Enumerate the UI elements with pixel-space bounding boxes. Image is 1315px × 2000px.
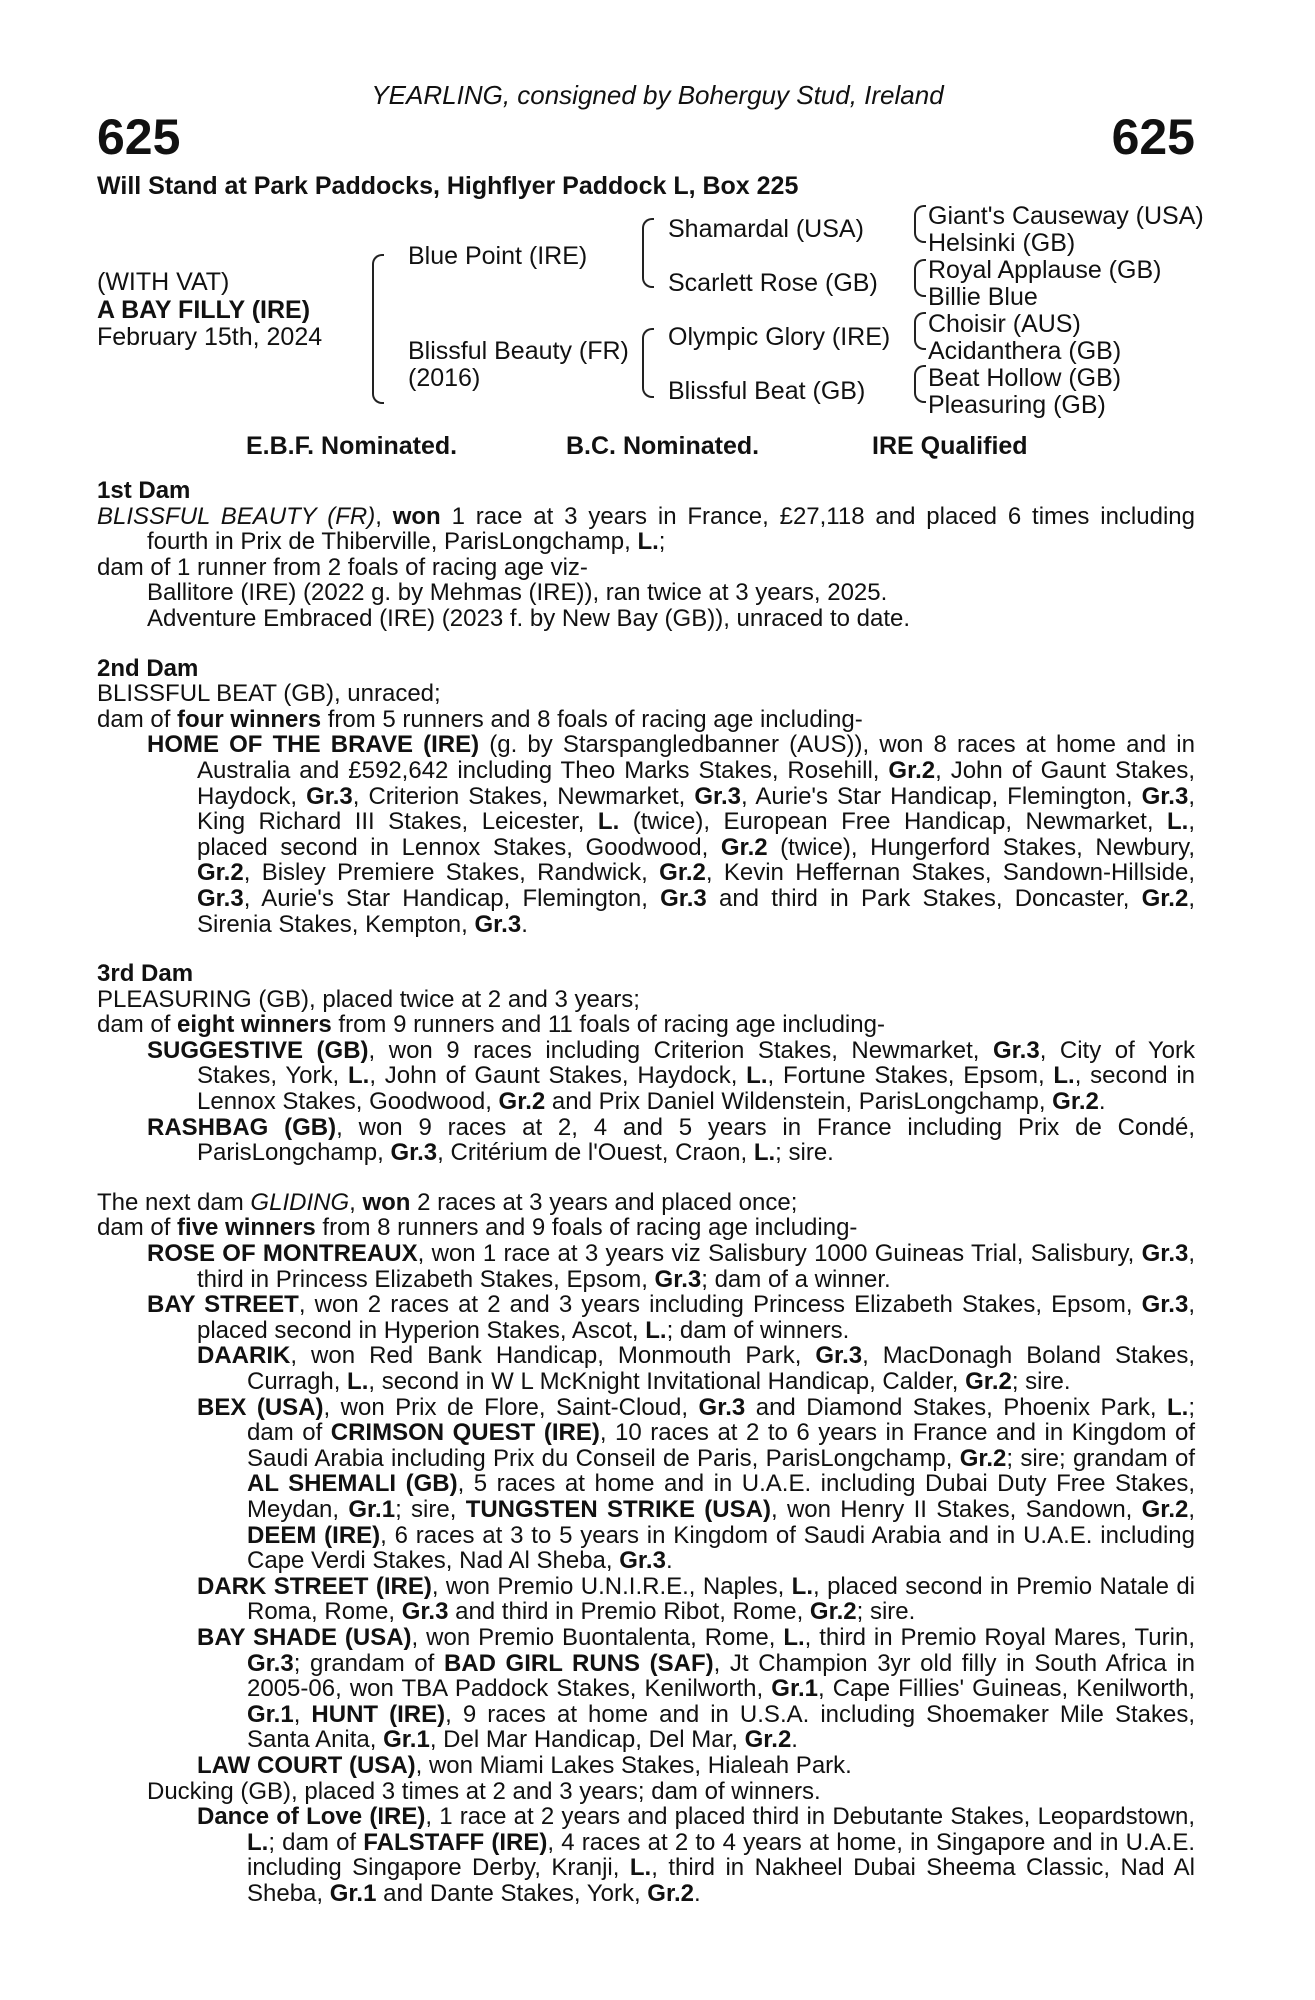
ancestor: Billie Blue xyxy=(928,283,1038,311)
pedigree-brace-sire xyxy=(642,218,654,288)
ebf-nomination: E.B.F. Nominated. xyxy=(246,432,458,460)
ancestor: Pleasuring (GB) xyxy=(928,391,1106,419)
pedigree-brace-g3 xyxy=(914,312,926,350)
produce-item: Ducking (GB), placed 3 times at 2 and 3 years; dam of winners. xyxy=(147,1777,821,1805)
dam: Blissful Beauty (FR) xyxy=(408,337,629,365)
produce-item: Ballitore (IRE) (2022 g. by Mehmas (IRE)), ran twice at 3 years, 2025. xyxy=(147,579,888,607)
vat-note: (WITH VAT) xyxy=(97,268,230,296)
pedigree-brace-g1 xyxy=(914,205,926,243)
produce-item: BAY SHADE (USA), won Premio Buontalenta, Rome, L., third in Premio Royal Mares, Turin, Gr.3; grandam of BAD GIRL RUNS (SAF), Jt Champion 3yr old filly in South Africa in 2005-06, won TBA Paddock Stakes, Kenilworth, Gr.1, Cape Fillies' Guineas, Kenilworth, Gr.1, HUNT (IRE), 9 races at home and in U.S.A. including Shoemaker Mile Stakes, Santa Anita, Gr.1, Del Mar Handicap, Del Mar, Gr.2. xyxy=(197,1623,1196,1754)
produce-item: HOME OF THE BRAVE (IRE) (g. by Starspangledbanner (AUS)), won 8 races at home and in Australia and £592,642 including Theo Marks Stakes, Rosehill, Gr.2, John of Gaunt Stakes, Haydock, Gr.3, Criterion Stakes, Newmarket, Gr.3, Aurie's Star Handicap, Flemington, Gr.3, King Richard III Stakes, Leicester, L. (twice), European Free Handicap, Newmarket, L., placed second in Lennox Stakes, Goodwood, Gr.2 (twice), Hungerford Stakes, Newbury, Gr.2, Bisley Premiere Stakes, Randwick, Gr.2, Kevin Heffernan Stakes, Sandown-Hillside, Gr.3, Aurie's Star Handicap, Flemington, Gr.3 and third in Park Stakes, Doncaster, Gr.2, Sirenia Stakes, Kempton, Gr.3. xyxy=(147,731,1196,938)
pedigree-brace-dam xyxy=(642,328,654,398)
second-dam-heading: 2nd Dam xyxy=(97,654,199,682)
first-dam-produce: dam of 1 runner from 2 foals of racing age viz- xyxy=(97,553,588,581)
pedigree-brace-g2 xyxy=(914,259,926,297)
lot-number-right: 625 xyxy=(1111,109,1195,165)
ancestor: Helsinki (GB) xyxy=(928,229,1076,257)
sire: Blue Point (IRE) xyxy=(408,242,588,270)
ancestor: Giant's Causeway (USA) xyxy=(928,202,1204,230)
dam-dam: Blissful Beat (GB) xyxy=(668,377,866,405)
produce-item: BAY STREET, won 2 races at 2 and 3 years including Princess Elizabeth Stakes, Epsom, Gr.3, placed second in Hyperion Stakes, Ascot, L.; dam of winners. xyxy=(147,1291,1195,1344)
next-dam-produce: dam of five winners from 8 runners and 9 foals of racing age including- xyxy=(97,1214,858,1242)
ancestor: Beat Hollow (GB) xyxy=(928,364,1122,392)
third-dam-heading: 3rd Dam xyxy=(97,960,194,988)
consignor-line: YEARLING, consigned by Boherguy Stud, Ireland xyxy=(371,80,944,110)
dam-sire: Olympic Glory (IRE) xyxy=(668,323,891,351)
ancestor: Acidanthera (GB) xyxy=(928,337,1122,365)
first-dam-record: BLISSFUL BEAUTY (FR), won 1 race at 3 years in France, £27,118 and placed 6 times including fourth in Prix de Thiberville, ParisLongchamp, L.; xyxy=(97,502,1195,556)
dam-year: (2016) xyxy=(408,364,481,392)
third-dam-produce: dam of eight winners from 9 runners and 11 foals of racing age including- xyxy=(97,1011,885,1039)
second-dam-record: BLISSFUL BEAT (GB), unraced; xyxy=(97,680,441,708)
produce-item: SUGGESTIVE (GB), won 9 races including Criterion Stakes, Newmarket, Gr.3, City of York Stakes, York, L., John of Gaunt Stakes, Haydock, L., Fortune Stakes, Epsom, L., second in Lennox Stakes, Goodwood, Gr.2 and Prix Daniel Wildenstein, ParisLongchamp, Gr.2. xyxy=(147,1036,1196,1116)
ancestor: Choisir (AUS) xyxy=(928,310,1081,338)
produce-item: BEX (USA), won Prix de Flore, Saint-Cloud, Gr.3 and Diamond Stakes, Phoenix Park, L.; dam of CRIMSON QUEST (IRE), 10 races at 2 to 6 years in France and in Kingdom of Saudi Arabia including Prix du Conseil de Paris, ParisLongchamp, Gr.2; sire; grandam of AL SHEMALI (GB), 5 races at home and in U.A.E. including Dubai Duty Free Stakes, Meydan, Gr.1; sire, TUNGSTEN STRIKE (USA), won Henry II Stakes, Sandown, Gr.2, DEEM (IRE), 6 races at 3 to 5 years in Kingdom of Saudi Arabia and in U.A.E. including Cape Verdi Stakes, Nad Al Sheba, Gr.3. xyxy=(197,1393,1196,1575)
bc-nomination: B.C. Nominated. xyxy=(566,432,760,460)
produce-item: DAARIK, won Red Bank Handicap, Monmouth Park, Gr.3, MacDonagh Boland Stakes, Curragh, L., second in W L McKnight Invitational Handicap, Calder, Gr.2; sire. xyxy=(197,1342,1196,1395)
sire-sire: Shamardal (USA) xyxy=(668,215,864,243)
produce-item: LAW COURT (USA), won Miami Lakes Stakes, Hialeah Park. xyxy=(197,1751,852,1779)
produce-item: RASHBAG (GB), won 9 races at 2, 4 and 5 years in France including Prix de Condé, ParisLongchamp, Gr.3, Critérium de l'Ouest, Craon, L.; sire. xyxy=(147,1113,1195,1167)
pedigree-brace-main xyxy=(372,254,384,404)
location-line: Will Stand at Park Paddocks, Highflyer Paddock L, Box 225 xyxy=(97,172,799,200)
ancestor: Royal Applause (GB) xyxy=(928,256,1162,284)
lot-number-left: 625 xyxy=(97,109,181,165)
first-dam-heading: 1st Dam xyxy=(97,477,191,504)
produce-item: Dance of Love (IRE), 1 race at 2 years and placed third in Debutante Stakes, Leopardstown, L.; dam of FALSTAFF (IRE), 4 races at 2 to 4 years at home, in Singapore and in U.A.E. including Singapore Derby, Kranji, L., third in Nakheel Dubai Sheema Classic, Nad Al Sheba, Gr.1 and Dante Stakes, York, Gr.2. xyxy=(197,1803,1196,1907)
foaling-date: February 15th, 2024 xyxy=(97,323,323,351)
sire-dam: Scarlett Rose (GB) xyxy=(668,269,878,297)
produce-item: ROSE OF MONTREAUX, won 1 race at 3 years viz Salisbury 1000 Guineas Trial, Salisbury, Gr.3, third in Princess Elizabeth Stakes, Epsom, Gr.3; dam of a winner. xyxy=(147,1240,1196,1293)
second-dam-produce: dam of four winners from 5 runners and 8 foals of racing age including- xyxy=(97,705,863,733)
next-dam-record: The next dam GLIDING, won 2 races at 3 years and placed once; xyxy=(97,1188,798,1216)
ire-qualified: IRE Qualified xyxy=(872,432,1028,460)
produce-item: DARK STREET (IRE), won Premio U.N.I.R.E., Naples, L., placed second in Premio Natale di Roma, Rome, Gr.3 and third in Premio Ribot, Rome, Gr.2; sire. xyxy=(197,1572,1196,1626)
catalogue-body xyxy=(97,478,1195,1906)
third-dam-record: PLEASURING (GB), placed twice at 2 and 3 years; xyxy=(97,985,640,1013)
horse-name: A BAY FILLY (IRE) xyxy=(97,296,311,324)
pedigree-brace-g4 xyxy=(914,365,926,403)
produce-item: Adventure Embraced (IRE) (2023 f. by New Bay (GB)), unraced to date. xyxy=(147,604,911,632)
